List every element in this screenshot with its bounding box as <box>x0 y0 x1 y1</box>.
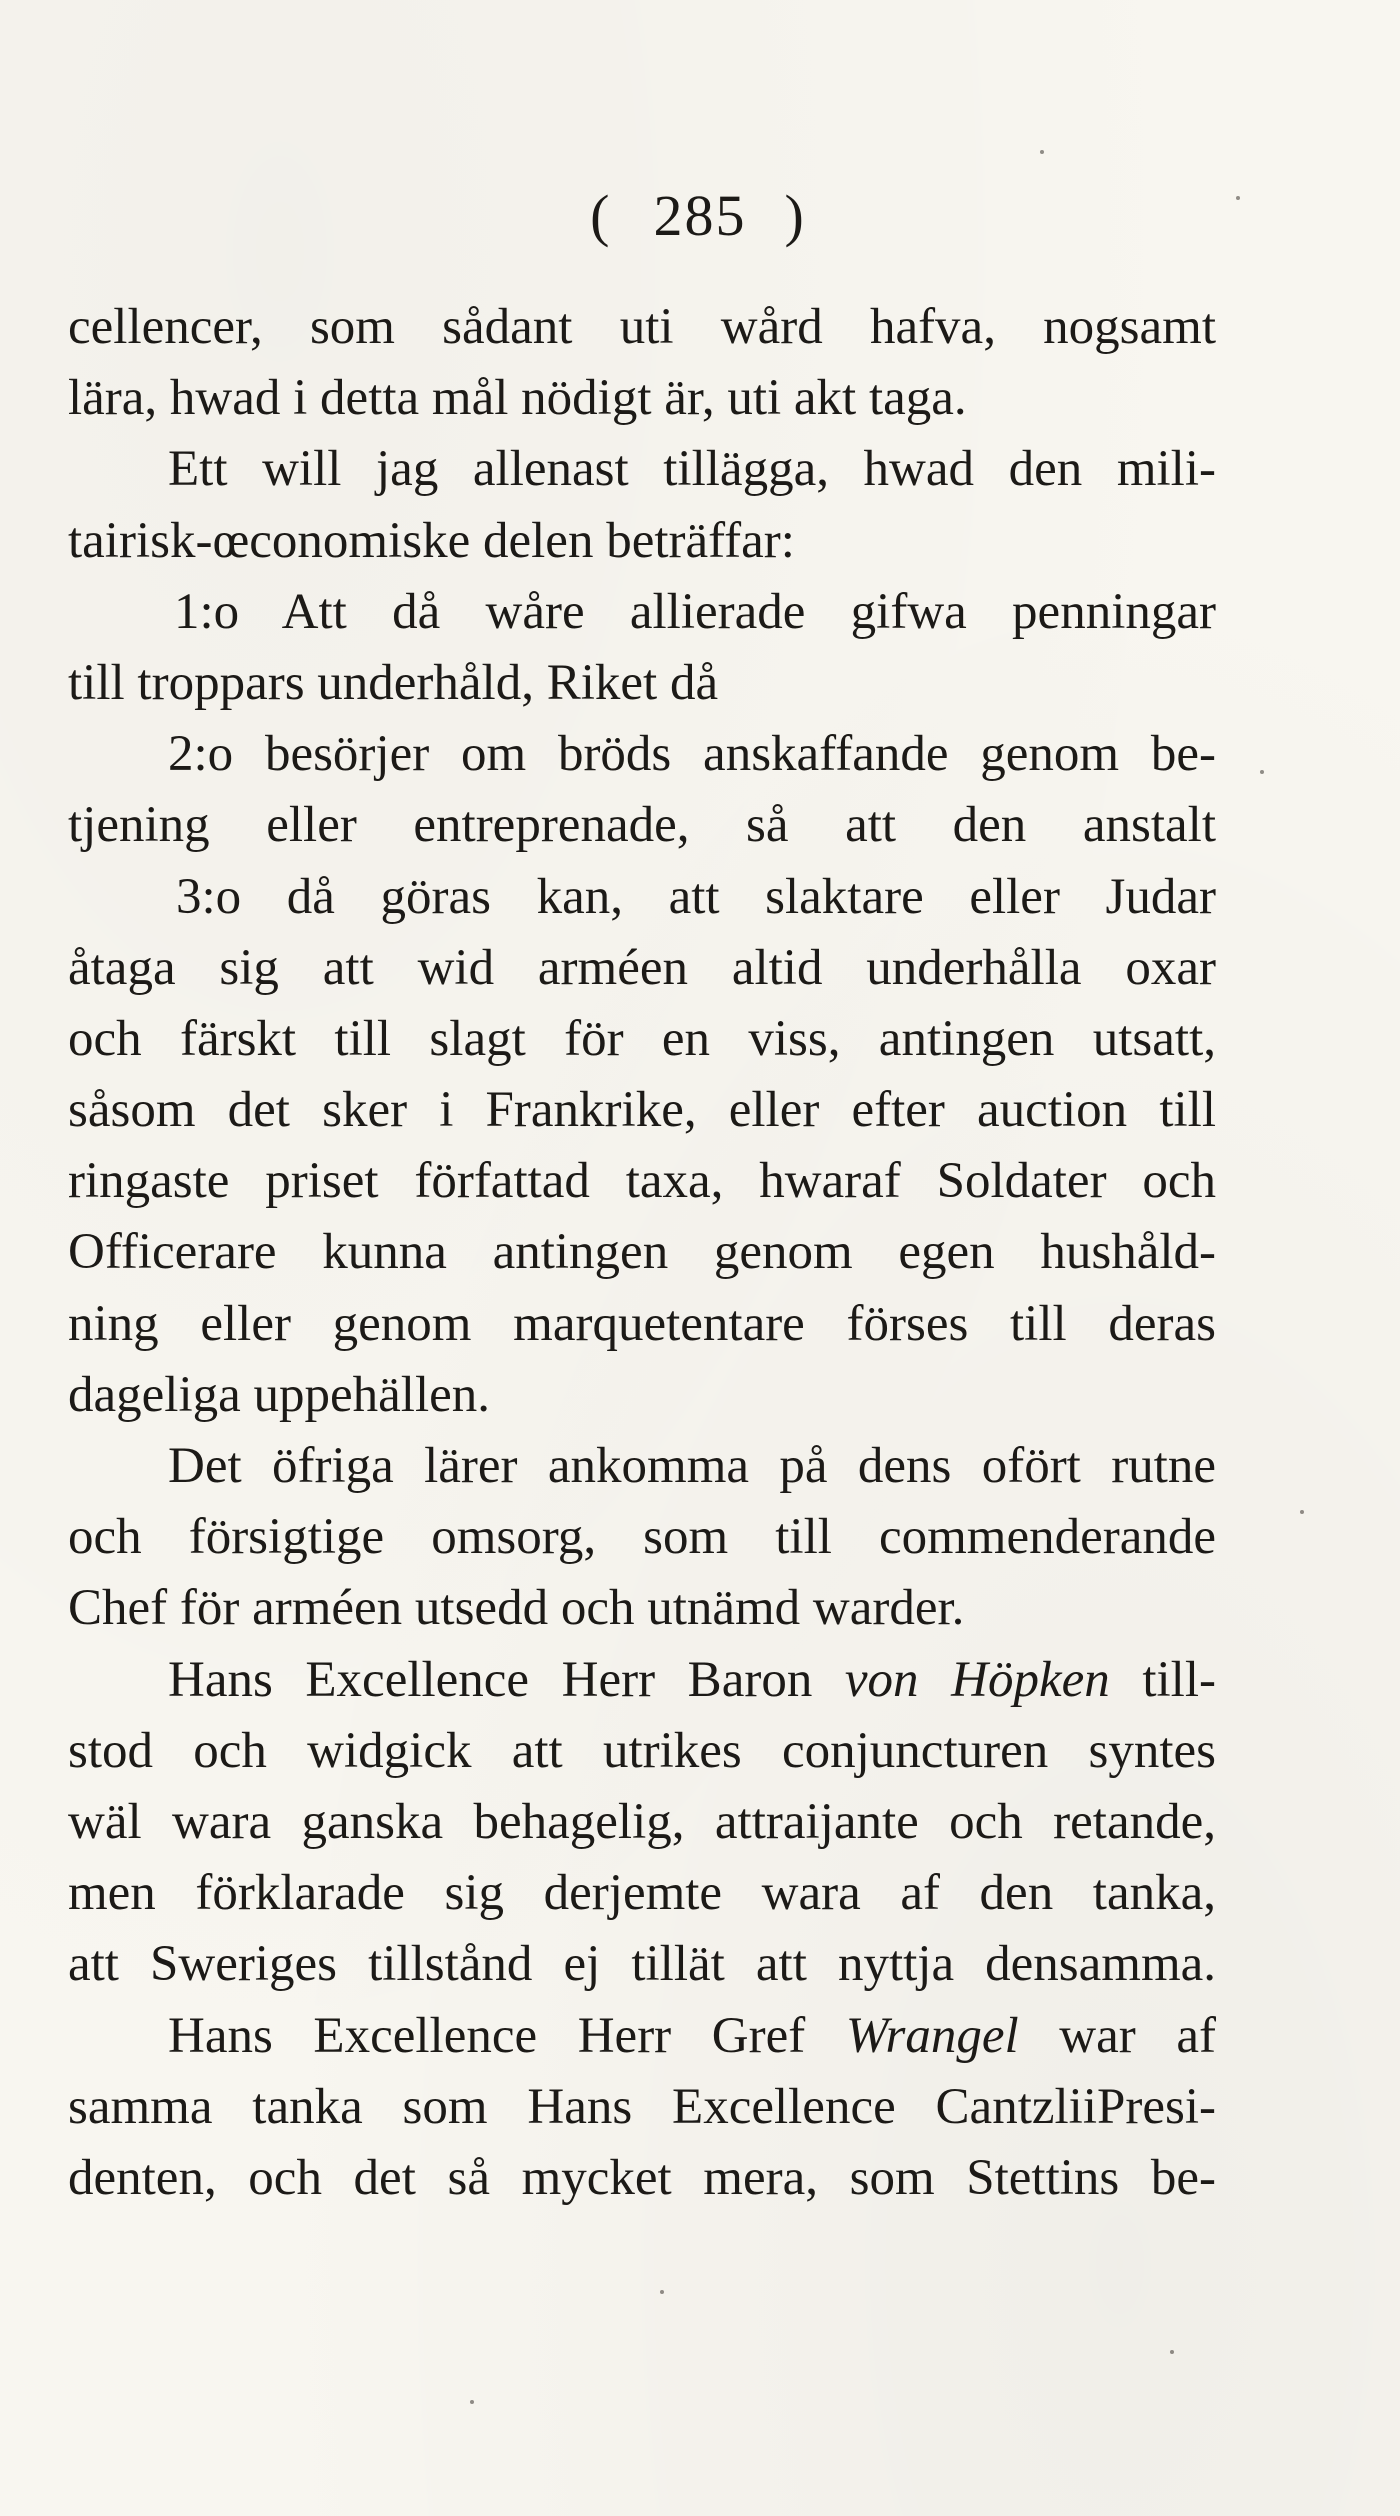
close-paren: ) <box>784 183 810 248</box>
text-line: och färskt till slagt för en viss, antingen utsatt, <box>68 1010 1216 1067</box>
text-line: ringaste priset författad taxa, hwaraf Soldater och <box>68 1153 1216 1210</box>
text-line: wäl wara ganska behagelig, attraijante och retande, <box>68 1793 1216 1850</box>
text-line: tairisk-œconomiske delen beträffar: <box>68 512 795 569</box>
text-line: men förklarade sig derjemte wara af den tanka, <box>68 1865 1216 1922</box>
open-paren: ( <box>590 183 616 248</box>
text-line: Chef för arméen utsedd och utnämd warder. <box>68 1580 965 1637</box>
text-line <box>68 1645 1216 1716</box>
text-line: ning eller genom marquetentare förses till deras <box>68 1295 1216 1352</box>
text-line: cellencer, som sådant uti wård hafva, nogsamt <box>68 299 1216 355</box>
text-line: Officerare kunna antingen genom egen hushåld- <box>68 1224 1216 1281</box>
paper-speck <box>1170 2350 1174 2354</box>
text-line: Det öfriga lärer ankomma på dens ofört rutne <box>168 1438 1216 1494</box>
text-line: stod och widgick att utrikes conjuncturen syntes <box>68 1722 1216 1779</box>
paper-speck <box>660 2290 664 2294</box>
page-body <box>68 292 1216 2214</box>
text-line: 3:o då göras kan, att slaktare eller Judar <box>176 868 1216 925</box>
paper-speck <box>1260 770 1264 774</box>
text-segment: till- <box>1142 1651 1216 1708</box>
person-name-hopken: von Höpken <box>844 1651 1110 1708</box>
text-line: till troppars underhåld, Riket då <box>68 654 719 711</box>
text-line: 1:o Att då wåre allierade gifwa penningar <box>174 583 1216 640</box>
text-line: samma tanka som Hans Excellence CantzliiPresi- <box>68 2078 1216 2135</box>
text-line: lära, hwad i detta mål nödigt är, uti akt taga. <box>68 370 967 427</box>
text-segment: Hans Excellence Herr Baron <box>168 1651 845 1708</box>
page-number: 285 <box>653 183 747 248</box>
person-name-wrangel: Wrangel <box>845 2007 1019 2064</box>
text-line: såsom det sker i Frankrike, eller efter auction till <box>68 1082 1216 1139</box>
text-line: denten, och det så mycket mera, som Stettins be- <box>68 2149 1216 2206</box>
paper-speck <box>470 2400 474 2404</box>
text-line: och försigtige omsorg, som till commenderande <box>68 1509 1216 1566</box>
paper-speck <box>1236 196 1240 200</box>
text-line: Ett will jag allenast tillägga, hwad den mili- <box>168 441 1216 498</box>
text-segment: Hans Excellence Herr Gref <box>168 2007 846 2064</box>
text-line: åtaga sig att wid arméen altid underhålla oxar <box>68 939 1216 996</box>
text-line <box>68 2001 1216 2072</box>
paper-speck <box>1300 1510 1304 1514</box>
paper-speck <box>1040 150 1044 154</box>
text-segment: war af <box>1059 2007 1216 2064</box>
text-line: 2:o besörjer om bröds anskaffande genom be- <box>168 726 1216 783</box>
page-header <box>0 182 1400 249</box>
text-line: dageliga uppehällen. <box>68 1366 490 1423</box>
text-line: tjening eller entreprenade, så att den anstalt <box>68 797 1216 854</box>
text-line: att Sweriges tillstånd ej tillät att nyttja densamma. <box>68 1936 1216 1993</box>
